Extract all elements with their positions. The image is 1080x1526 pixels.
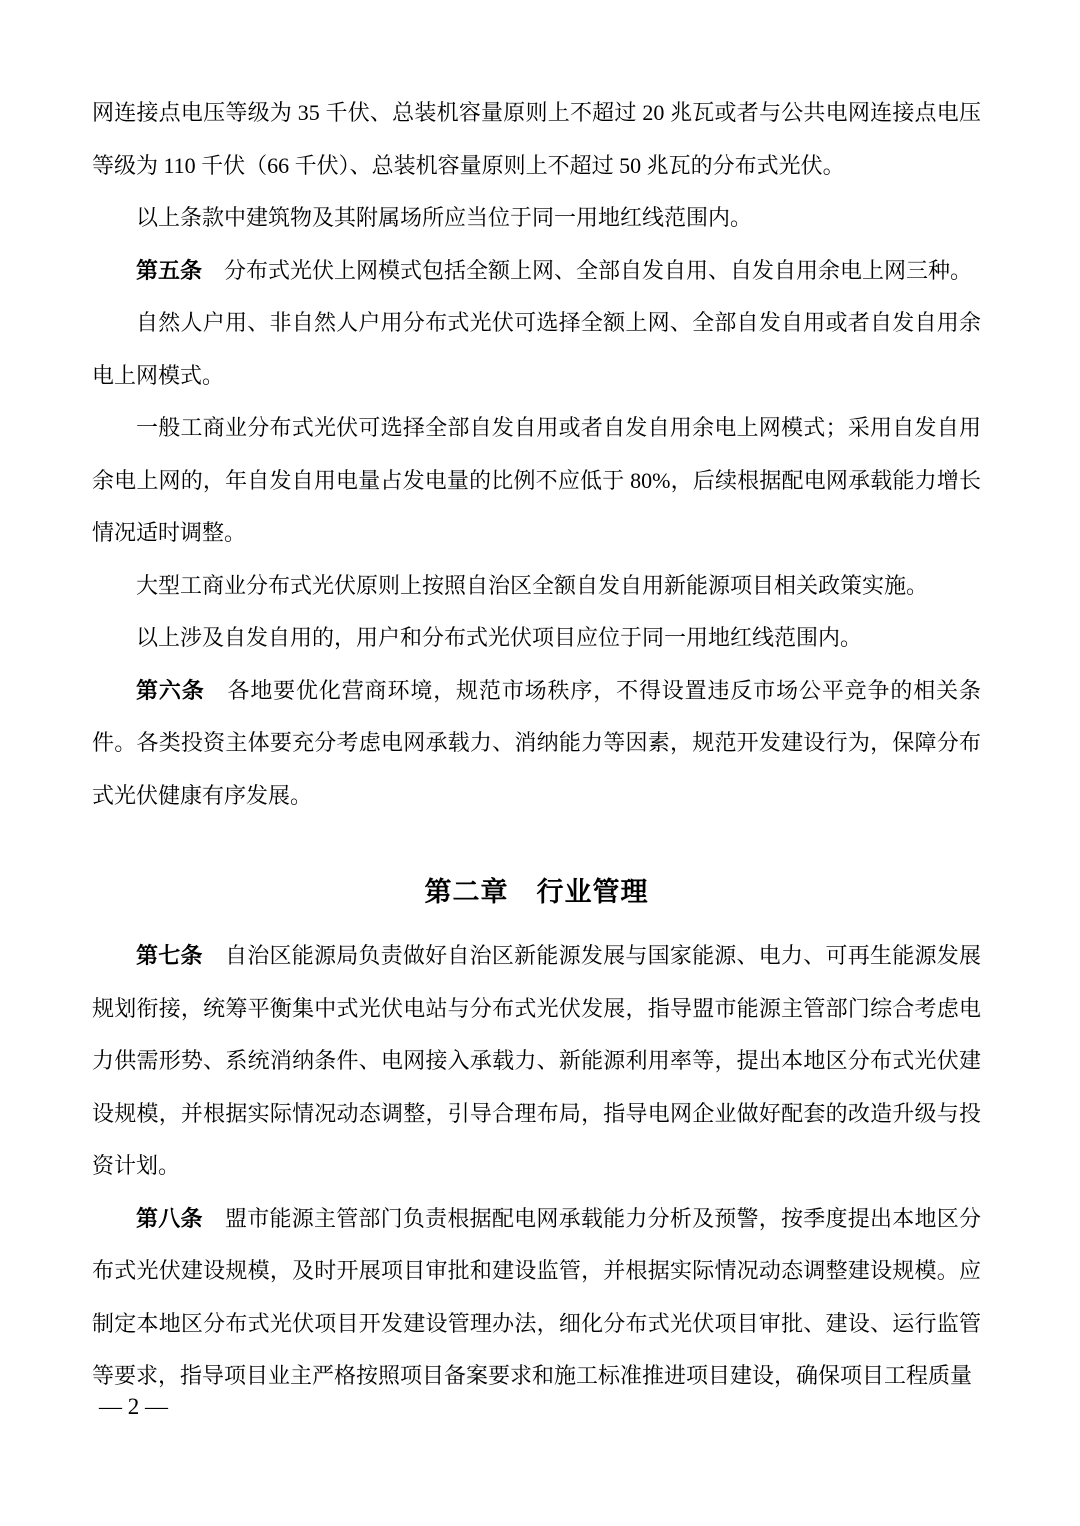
paragraph-text: 以上条款中建筑物及其附属场所应当位于同一用地红线范围内。: [136, 205, 753, 230]
paragraph: [92, 1193, 981, 1403]
article-label: 第七条: [136, 943, 203, 968]
paragraph-text: 自治区能源局负责做好自治区新能源发展与国家能源、电力、可再生能源发展规划衔接，统筹平衡集中式光伏电站与分布式光伏发展，指导盟市能源主管部门综合考虑电力供需形势、系统消纳条件、电网接入承载力、新能源利用率等，提出本地区分布式光伏建设规模，并根据实际情况动态调整，引导合理布局，指导电网企业做好配套的改造升级与投资计划。: [92, 943, 981, 1178]
document-body: [92, 87, 981, 1403]
article-label: 第五条: [136, 257, 203, 283]
paragraph-text: 分布式光伏上网模式包括全额上网、全部自发自用、自发自用余电上网三种。: [202, 257, 973, 283]
paragraph: [92, 612, 981, 665]
paragraph: [92, 87, 981, 192]
paragraph-text: 以上涉及自发自用的，用户和分布式光伏项目应位于同一用地红线范围内。: [136, 625, 863, 650]
paragraph: [92, 297, 981, 402]
chapter-heading: 第二章 行业管理: [424, 877, 649, 907]
paragraph-text: 网连接点电压等级为 35 千伏、总装机容量原则上不超过 20 兆瓦或者与公共电网连接点电压等级为 110 千伏（66 千伏）、总装机容量原则上不超过 50 兆瓦的分布式光伏。: [92, 100, 981, 178]
paragraph: [92, 402, 981, 560]
paragraph: [92, 245, 981, 298]
paragraph-text: 各地要优化营商环境，规范市场秩序，不得设置违反市场公平竞争的相关条件。各类投资主体要充分考虑电网承载力、消纳能力等因素，规范开发建设行为，保障分布式光伏健康有序发展。: [92, 677, 981, 808]
paragraph: [92, 560, 981, 613]
paragraph: [92, 192, 981, 245]
article-label: 第六条: [136, 677, 205, 703]
article-label: 第八条: [136, 1205, 203, 1231]
paragraph-text: 自然人户用、非自然人户用分布式光伏可选择全额上网、全部自发自用或者自发自用余电上网模式。: [92, 310, 981, 388]
paragraph-text: 大型工商业分布式光伏原则上按照自治区全额自发自用新能源项目相关政策实施。: [136, 572, 929, 598]
paragraph: [92, 665, 981, 823]
page-number: — 2 —: [99, 1394, 168, 1419]
paragraph-text: 一般工商业分布式光伏可选择全部自发自用或者自发自用余电上网模式；采用自发自用余电上网的，年自发自用电量占发电量的比例不应低于 80%，后续根据配电网承载能力增长情况适时调整。: [92, 415, 981, 545]
paragraph: [92, 930, 981, 1193]
paragraph-text: 盟市能源主管部门负责根据配电网承载能力分析及预警，按季度提出本地区分布式光伏建设规模，及时开展项目审批和建设监管，并根据实际情况动态调整建设规模。应制定本地区分布式光伏项目开发建设管理办法，细化分布式光伏项目审批、建设、运行监管等要求，指导项目业主严格按照项目备案要求和施工标准推进项目建设，确保项目工程质量: [92, 1205, 981, 1388]
